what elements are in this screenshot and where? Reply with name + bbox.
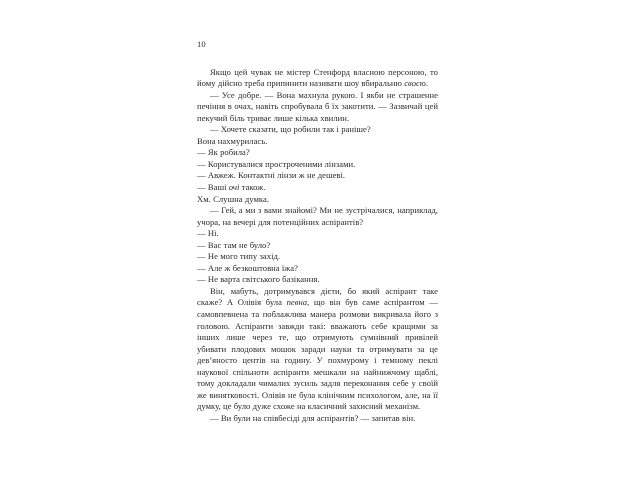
paragraph: Хм. Слушна думка. [197, 193, 269, 204]
dialogue-line: — Ви були на співбесіді для аспірантів? — запитав він. [210, 412, 416, 423]
dialogue-line: — Не мого типу захід. [197, 251, 281, 262]
dialogue-line: — Ні. [197, 228, 219, 239]
dialogue-line: — Гей, а ми з вами знайомі? Ми не зустрічалися, наприклад, учора, на вечері для потенційних аспірантів? [197, 205, 438, 227]
paragraph: Якщо цей чувак не містер Стенфорд власною персоною, то йому дійсно треба припинити називати шоу вбиральню своєю. [197, 66, 438, 89]
dialogue-line: — Як робила? [197, 147, 250, 158]
paragraph: Він, мабуть, дотримувався дієти, бо який аспірант таке скаже? А Олівія була певна, що він був саме аспірантом — самовпевнена та поблажлива манера розмови викривала його з головою. Аспіранти завжди такі: вважають себе кращими за інших лише через те, що отримують сумнівний привілей убивати плодових мошок заради науки та отримувати за це дев’яносто центів на годину. У похмурому і темному пеклі наукової спільноти аспіранти мешкали на найнижчому щаблі, тому докладали чималих зусиль задля переконання себе у своїй же винятковості. Олівія не була клінічним психологом, але, на її думку, це було дуже схоже на класичний захисний механізм. [197, 285, 438, 412]
body-text [197, 67, 438, 425]
dialogue-line: — Хочете сказати, що робили так і раніше? [210, 124, 371, 135]
dialogue-line: — Вас там не було? [197, 239, 271, 250]
page-text-block [197, 40, 438, 424]
paragraph: Вона нахмурилась. [197, 135, 268, 146]
dialogue-line: — Не варта світського базікання. [197, 274, 320, 285]
dialogue-line: — Авжеж. Контактні лінзи ж не дешеві. [197, 170, 346, 181]
dialogue-line: — Користувалися простроченими лінзами. [197, 158, 356, 169]
dialogue-line: — Але ж безкоштовна їжа? [197, 262, 298, 273]
page-number: 10 [197, 39, 206, 49]
dialogue-line: — Усе добре. — Вона махнула рукою. І якби не страшенне печіння в очах, навіть спробувала б їх закотити. — Зазвичай цей пекучий біль триває лише кілька хвилин. [197, 89, 438, 123]
dialogue-line: — Ваші очі також. [197, 181, 266, 192]
